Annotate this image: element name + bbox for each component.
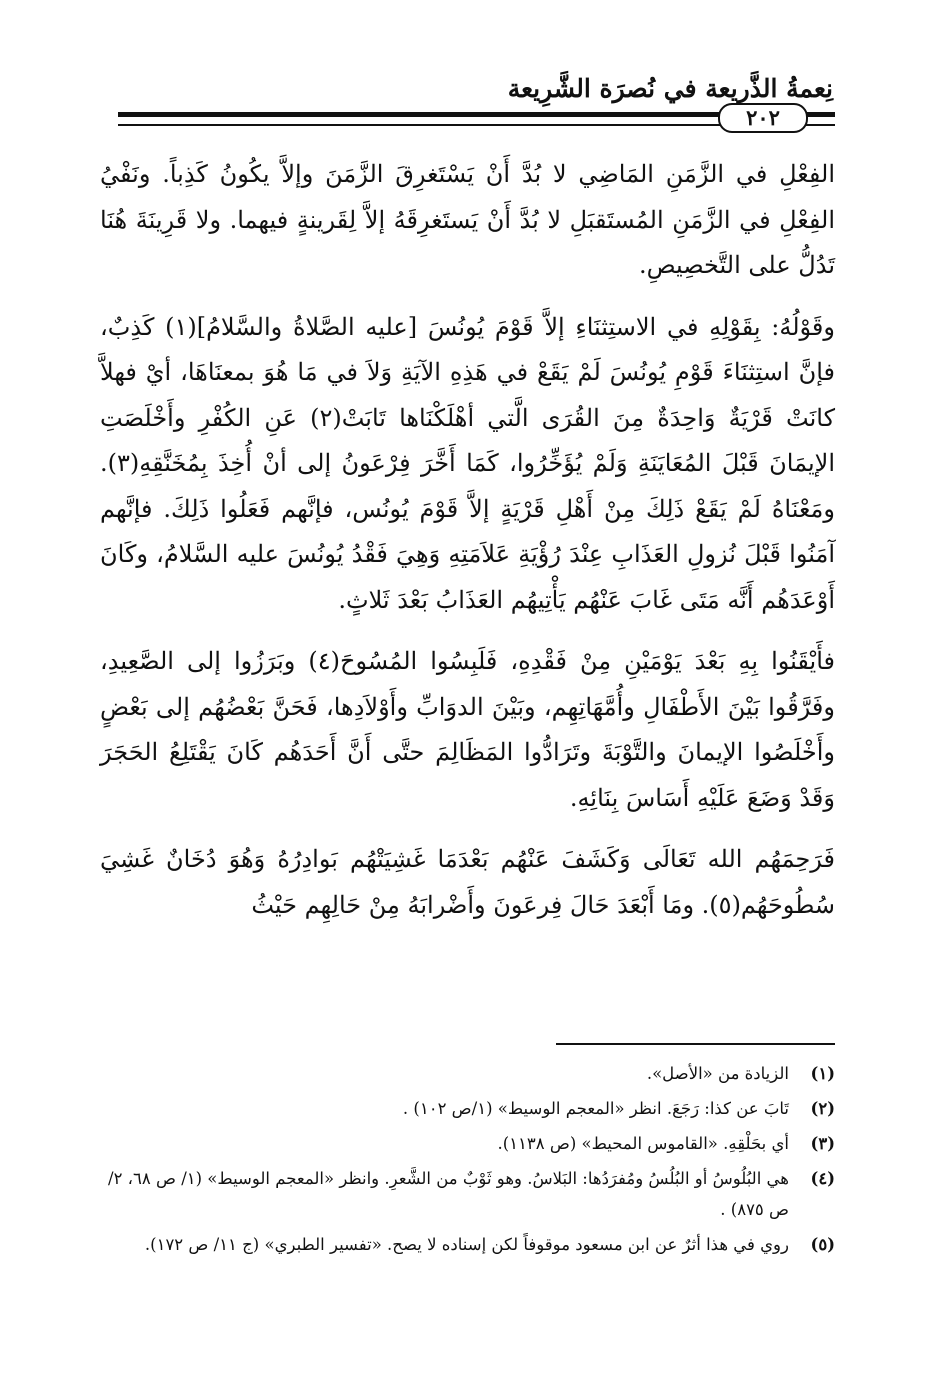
- footnotes: [108, 1058, 835, 1264]
- footnote: [108, 1058, 835, 1089]
- main-text: [100, 152, 835, 928]
- page-number: ٢٠٢: [718, 103, 808, 133]
- footnote-separator: [556, 1043, 835, 1045]
- running-title: نِعمةُ الذَّرِيعة في نُصرَة الشَّرِيعة: [507, 74, 833, 103]
- footnote: [108, 1163, 835, 1225]
- paragraph: فأَيْقَنُوا بِهِ بَعْدَ يَوْمَيْنِ مِنْ فَقْدِهِ، فَلَبِسُوا المُسُوحَ(٤) وبَرَزُوا إلى الصَّعِيدِ، وفَرَّقُوا بَيْنَ الأَطْفَالِ وأُمَّهَاتِهِم، وبَيْنَ الدوَابِّ وأَوْلاَدِها، فَحَنَّ بَعْضُهُم إلى بَعْضٍ وأَخْلَصُوا الإيمانَ والتَّوْبَةَ وتَرَادُّوا المَظَالِمَ حتَّى أَنَّ أَحَدَهُم كَانَ يَقْتَلِعُ الحَجَرَ وَقَدْ وَضَعَ عَلَيْهِ أَسَاسَ بِنَائِهِ.: [100, 647, 835, 812]
- footnote-number: (٢): [810, 1099, 835, 1118]
- footnote: [108, 1229, 835, 1260]
- footnote-number: (٥): [810, 1235, 835, 1254]
- footnote-number: (١): [810, 1064, 835, 1083]
- footnote-text: هي البُلُوسُ أو البُلُسُ ومُفرَدُها: البَلاسُ. وهو ثَوْبٌ من الشَّعرِ. وانظر «المعجم الوسيط» (١/ ص ٦٨، ٢/ ص ٨٧٥) .: [108, 1169, 789, 1219]
- footnote: [108, 1093, 835, 1124]
- footnote-text: أي بحَلْقِهِ. «القاموس المحيط» (ص ١١٣٨).: [497, 1134, 789, 1153]
- footnote-number: (٣): [810, 1134, 835, 1153]
- footnote-number: (٤): [810, 1169, 835, 1188]
- footnote: [108, 1128, 835, 1159]
- footnote-text: الزيادة من «الأصل».: [646, 1064, 789, 1083]
- paragraph: فَرَحِمَهُم الله تَعَالَى وَكَشَفَ عَنْهُم بَعْدَمَا غَشِيَتْهُم بَوادِرُهُ وَهُوَ دُخَانٌ غَشِيَ سُطُوحَهُم(٥). ومَا أَبْعَدَ حَالَ فِرعَونَ وأَضْرابَهُ مِنْ حَالِهِم حَيْثُ: [100, 845, 835, 919]
- footnote-text: تَابَ عن كذا: رَجَعَ. انظر «المعجم الوسيط» (١/ص ١٠٢) .: [402, 1099, 789, 1118]
- paragraph: الفِعْلِ في الزَّمَنِ المَاضِي لا بُدَّ أَنْ يَسْتَغرِقَ الزَّمَنَ وإلاَّ يكُونُ كَذِباً. ونَفْيُ الفِعْلِ في الزَّمَنِ المُستَقبَلِ لا بُدَّ أَنْ يَستَغرِقَهُ إلاَّ لِقَرينةٍ فيهما. ولا قَرِينَةَ هُنَا تَدُلُّ على التَّخصِيصِ.: [100, 160, 835, 279]
- footnote-text: روي في هذا أثرٌ عن ابن مسعود موقوفاً لكن إسناده لا يصح. «تفسير الطبري» (ج ١١/ ص ١٧٢).: [144, 1235, 789, 1254]
- paragraph: وقَوْلُهُ: بِقَوْلِهِ في الاستِثنَاءِ إلاَّ قَوْمَ يُونُسَ [عليه الصَّلاةُ والسَّلامُ](١) كَذِبٌ، فإنَّ استِثنَاءَ قَوْمِ يُونُسَ لَمْ يَقَعْ في هَذِهِ الآيَةِ وَلاَ في مَا هُوَ بمعنَاهَا، أيْ فهلاَّ كانَتْ قَرْيَةٌ وَاحِدَةٌ مِنَ القُرَى الَّتي أهْلَكْنَاها تَابَتْ(٢) عَنِ الكُفْرِ وأَخْلَصَتِ الإيمَانَ قَبْلَ المُعَايَنَةِ وَلَمْ يُؤَخِّرُوا، كَمَا أَخَّرَ فِرْعَونُ إلى أنْ أُخِذَ بِمُخَنَّقِهِ(٣). ومَعْنَاهُ لَمْ يَقَعْ ذَلِكَ مِنْ أَهْلِ قَرْيَةٍ إلاَّ قَوْمَ يُونُس، فإنَّهم فَعَلُوا ذَلِكَ. فإنَّهم آمَنُوا قَبْلَ نُزولِ العَذَابِ عِنْدَ رُؤْيَةِ عَلاَمَتِهِ وَهِيَ فَقْدُ يُونُسَ عليه السَّلامُ، وكَانَ أَوْعَدَهُم أَنَّه مَتَى غَابَ عَنْهُم يَأْتِيهُم العَذَابُ بَعْدَ ثَلاثٍ.: [100, 312, 836, 614]
